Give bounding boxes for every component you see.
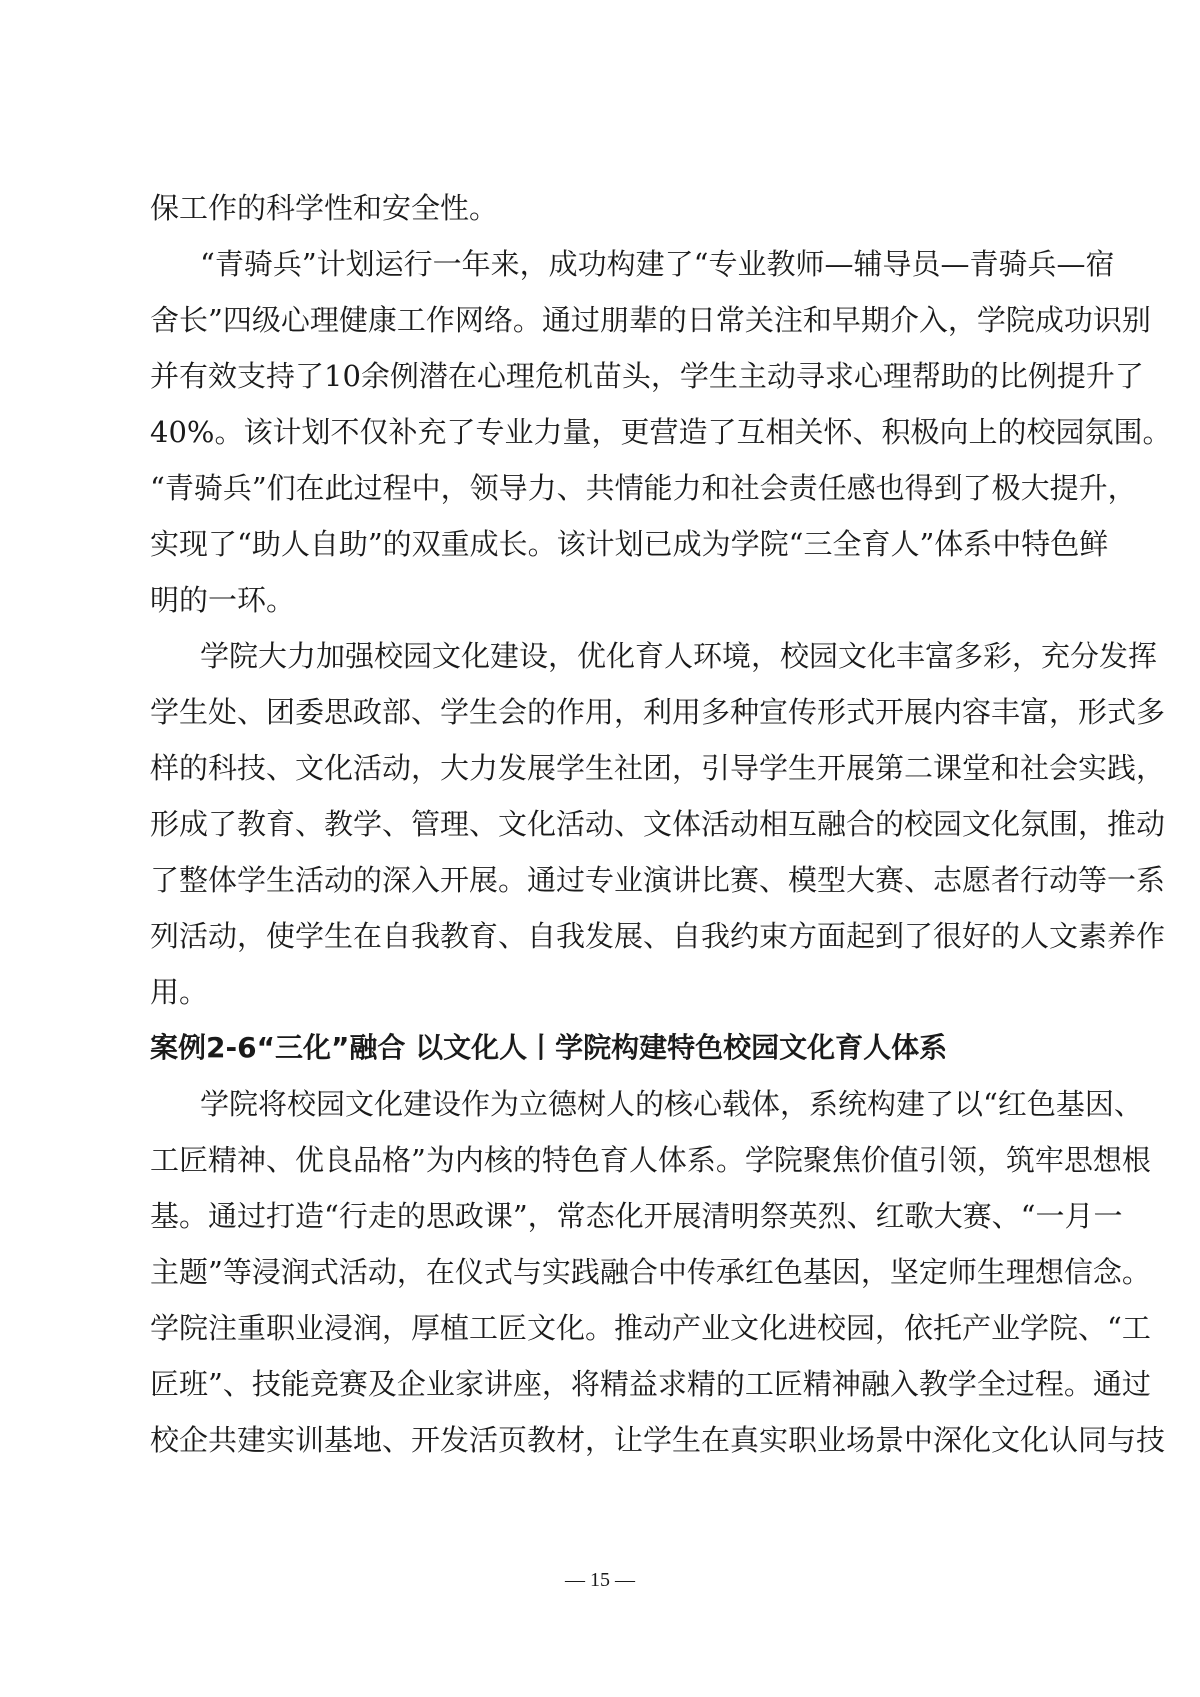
paragraph-3-line-5: 了整体学生活动的深入开展。通过专业演讲比赛、模型大赛、志愿者行动等一系 — [150, 863, 1166, 897]
paragraph-3-line-4: 形成了教育、教学、管理、文化活动、文体活动相互融合的校园文化氛围，推动 — [150, 807, 1166, 841]
paragraph-2-line-4: 40%。该计划不仅补充了专业力量，更营造了互相关怀、积极向上的校园氛围。 — [150, 415, 1172, 449]
paragraph-4-line-4: 主题”等浸润式活动，在仪式与实践融合中传承红色基因，坚定师生理想信念。 — [150, 1255, 1151, 1289]
paragraph-4-line-1: 学院将校园文化建设作为立德树人的核心载体，系统构建了以“红色基因、 — [200, 1087, 1143, 1121]
case-heading: 案例2-6“三化”融合 以文化人丨学院构建特色校园文化育人体系 — [150, 1031, 948, 1064]
paragraph-1-line-1: 保工作的科学性和安全性。 — [150, 191, 499, 225]
page-number: — 15 — — [565, 1569, 635, 1591]
paragraph-4-line-2: 工匠精神、优良品格”为内核的特色育人体系。学院聚焦价值引领，筑牢思想根 — [150, 1143, 1151, 1177]
paragraph-2-line-5: “青骑兵”们在此过程中，领导力、共情能力和社会责任感也得到了极大提升， — [150, 471, 1137, 505]
paragraph-2-line-6: 实现了“助人自助”的双重成长。该计划已成为学院“三全育人”体系中特色鲜 — [150, 527, 1109, 561]
paragraph-4-line-5: 学院注重职业浸润，厚植工匠文化。推动产业文化进校园，依托产业学院、“工 — [150, 1311, 1151, 1345]
paragraph-4-line-3: 基。通过打造“行走的思政课”，常态化开展清明祭英烈、红歌大赛、“一月一 — [150, 1199, 1123, 1233]
paragraph-4-line-7: 校企共建实训基地、开发活页教材，让学生在真实职业场景中深化文化认同与技 — [150, 1423, 1166, 1457]
paragraph-3-line-1: 学院大力加强校园文化建设，优化育人环境，校园文化丰富多彩，充分发挥 — [200, 639, 1158, 673]
paragraph-2-line-3: 并有效支持了10余例潜在心理危机苗头，学生主动寻求心理帮助的比例提升了 — [150, 359, 1144, 393]
paragraph-2-line-7: 明的一环。 — [150, 583, 296, 617]
paragraph-3-line-6: 列活动，使学生在自我教育、自我发展、自我约束方面起到了很好的人文素养作 — [150, 919, 1166, 953]
paragraph-3-line-3: 样的科技、文化活动，大力发展学生社团，引导学生开展第二课堂和社会实践， — [150, 751, 1166, 785]
paragraph-3-line-7: 用。 — [150, 975, 209, 1009]
paragraph-3-line-2: 学生处、团委思政部、学生会的作用，利用多种宣传形式开展内容丰富，形式多 — [150, 695, 1166, 729]
paragraph-2-line-2: 舍长”四级心理健康工作网络。通过朋辈的日常关注和早期介入，学院成功识别 — [150, 303, 1151, 337]
paragraph-4-line-6: 匠班”、技能竞赛及企业家讲座，将精益求精的工匠精神融入教学全过程。通过 — [150, 1367, 1151, 1401]
paragraph-2-line-1: “青骑兵”计划运行一年来，成功构建了“专业教师—辅导员—青骑兵—宿 — [200, 247, 1115, 281]
